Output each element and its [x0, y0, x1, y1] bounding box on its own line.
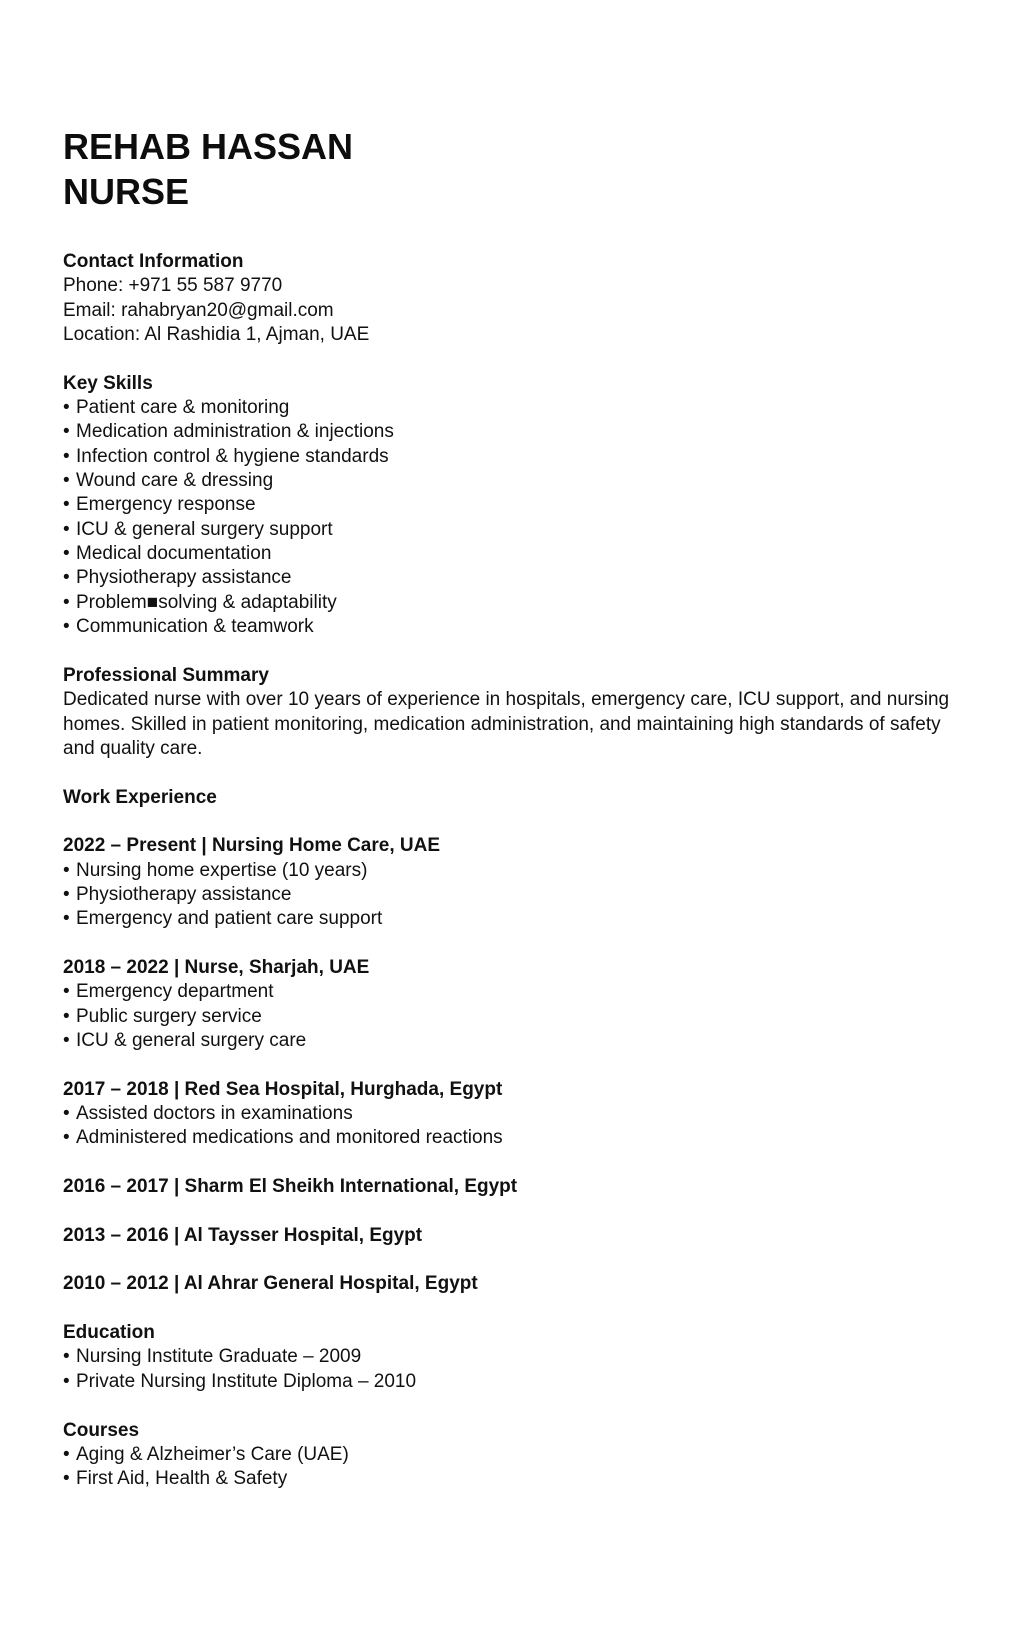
list-item	[63, 1126, 953, 1150]
list-item	[63, 1102, 953, 1126]
list-item-text: ICU & general surgery care	[76, 1030, 307, 1051]
section-heading: Professional Summary	[63, 664, 269, 686]
bullet-icon: •	[63, 616, 70, 638]
section-heading: Courses	[63, 1419, 140, 1441]
job-title: 2010 – 2012 | Al Ahrar General Hospital, Egypt	[63, 1273, 478, 1295]
bullet-icon: •	[63, 1468, 70, 1490]
job-title: 2022 – Present | Nursing Home Care, UAE	[63, 835, 441, 857]
job-entry	[63, 834, 953, 931]
bullet-icon: •	[63, 397, 70, 419]
courses-list	[63, 1443, 953, 1492]
job-entry	[63, 956, 953, 1053]
bullet-icon: •	[63, 1370, 70, 1392]
list-item	[63, 591, 953, 615]
courses-section	[63, 1419, 953, 1492]
list-item-text: Wound care & dressing	[76, 470, 274, 492]
phone-text: Phone: +971 55 587 9770	[63, 275, 283, 297]
job-title: 2016 – 2017 | Sharm El Sheikh International, Egypt	[63, 1176, 518, 1198]
work-section	[63, 786, 953, 1297]
education-section	[63, 1321, 953, 1394]
bullet-icon: •	[63, 567, 70, 589]
bullet-icon: •	[63, 1030, 70, 1051]
list-item	[63, 980, 953, 1004]
list-item-text: Patient care & monitoring	[76, 397, 290, 419]
jobs-list	[63, 810, 953, 1297]
list-item-text: ICU & general surgery support	[76, 518, 333, 540]
skills-list	[63, 396, 953, 639]
bullet-icon: •	[63, 1103, 70, 1125]
list-item	[63, 1005, 953, 1029]
list-item-text: Emergency and patient care support	[76, 908, 383, 930]
list-item-text: Emergency response	[76, 494, 256, 516]
summary-section	[63, 664, 953, 761]
bullet-icon: •	[63, 421, 70, 443]
list-item-text: Public surgery service	[76, 1005, 262, 1027]
email-text: Email: rahabryan20@gmail.com	[63, 299, 334, 321]
resume-content	[63, 250, 953, 1492]
candidate-role: NURSE	[63, 171, 190, 212]
bullet-icon: •	[63, 494, 70, 516]
job-entry	[63, 1078, 953, 1151]
location-text: Location: Al Rashidia 1, Ajman, UAE	[63, 324, 370, 346]
list-item	[63, 1029, 953, 1053]
list-item-text: Aging & Alzheimer’s Care (UAE)	[76, 1443, 349, 1465]
list-item-text: Problem■solving & adaptability	[76, 591, 337, 613]
list-item	[63, 859, 953, 883]
job-entry	[63, 1272, 953, 1296]
list-item	[63, 396, 953, 420]
list-item-text: Physiotherapy assistance	[76, 567, 292, 589]
skills-section	[63, 372, 953, 640]
list-item	[63, 1467, 953, 1491]
job-entry	[63, 1175, 953, 1199]
bullet-icon: •	[63, 1127, 70, 1149]
section-heading: Work Experience	[63, 786, 217, 808]
list-item-text: Communication & teamwork	[76, 616, 314, 638]
list-item-text: Nursing Institute Graduate – 2009	[76, 1346, 362, 1368]
job-title: 2013 – 2016 | Al Taysser Hospital, Egypt	[63, 1224, 423, 1246]
summary-text: Dedicated nurse with over 10 years of experience in hospitals, emergency care, ICU support, and nursing homes. Skilled in patient monitoring, medication administration, and maintaining high standards of safety and quality care.	[63, 689, 950, 759]
contact-section	[63, 250, 953, 347]
job-title: 2018 – 2022 | Nurse, Sharjah, UAE	[63, 956, 370, 978]
bullet-icon: •	[63, 543, 70, 565]
list-item	[63, 469, 953, 493]
list-item-text: Medication administration & injections	[76, 421, 394, 443]
bullet-icon: •	[63, 591, 70, 613]
list-item	[63, 566, 953, 590]
list-item-text: Assisted doctors in examinations	[76, 1103, 353, 1125]
list-item	[63, 883, 953, 907]
list-item-text: First Aid, Health & Safety	[76, 1468, 288, 1490]
list-item	[63, 493, 953, 517]
bullet-icon: •	[63, 883, 70, 905]
bullet-icon: •	[63, 445, 70, 467]
job-entry	[63, 1224, 953, 1248]
bullet-icon: •	[63, 1346, 70, 1368]
list-item	[63, 1370, 953, 1394]
bullet-icon: •	[63, 1443, 70, 1465]
list-item	[63, 445, 953, 469]
list-item	[63, 1345, 953, 1369]
education-list	[63, 1345, 953, 1394]
list-item-text: Infection control & hygiene standards	[76, 445, 389, 467]
bullet-icon: •	[63, 859, 70, 881]
section-heading: Key Skills	[63, 372, 153, 394]
list-item-text: Emergency department	[76, 981, 274, 1003]
list-item-text: Private Nursing Institute Diploma – 2010	[76, 1370, 417, 1392]
list-item	[63, 420, 953, 444]
list-item	[63, 907, 953, 931]
bullet-icon: •	[63, 1005, 70, 1027]
bullet-icon: •	[63, 518, 70, 540]
section-heading: Education	[63, 1322, 155, 1344]
list-item	[63, 542, 953, 566]
resume-page	[63, 124, 953, 1492]
bullet-icon: •	[63, 981, 70, 1003]
list-item	[63, 518, 953, 542]
list-item	[63, 1443, 953, 1467]
list-item-text: Physiotherapy assistance	[76, 883, 292, 905]
section-heading: Contact Information	[63, 251, 244, 272]
bullet-icon: •	[63, 470, 70, 492]
candidate-name: REHAB HASSAN	[63, 126, 354, 167]
list-item	[63, 615, 953, 639]
list-item-text: Administered medications and monitored reactions	[76, 1127, 503, 1149]
list-item-text: Medical documentation	[76, 543, 272, 565]
list-item-text: Nursing home expertise (10 years)	[76, 859, 368, 881]
job-title: 2017 – 2018 | Red Sea Hospital, Hurghada, Egypt	[63, 1078, 503, 1100]
bullet-icon: •	[63, 908, 70, 930]
